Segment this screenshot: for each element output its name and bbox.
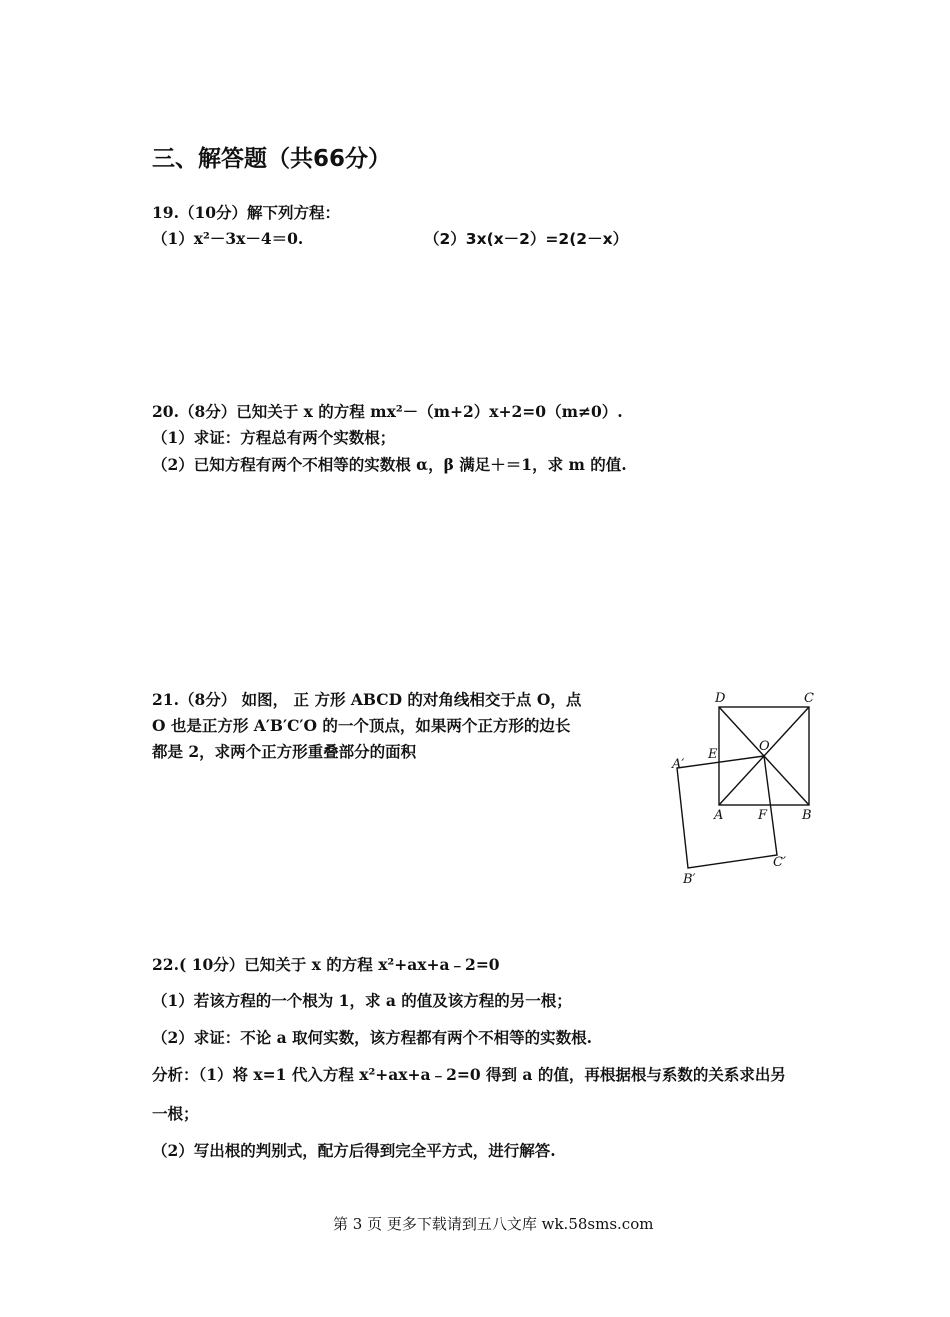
section-title: 三、解答题（共66分） — [152, 146, 392, 172]
q21-line2: O 也是正方形 A′B′C′O 的一个顶点，如果两个正方形的边长 — [152, 716, 571, 735]
label-b: B — [802, 808, 812, 823]
q22-part1: （1）若该方程的一个根为 1，求 a 的值及该方程的另一根； — [152, 991, 572, 1010]
label-b-prime: B′ — [683, 872, 696, 887]
q22-analysis-line3: （2）写出根的判别式，配方后得到完全平方式，进行解答. — [152, 1141, 556, 1160]
q21-line3: 都是 2，求两个正方形重叠部分的面积 — [152, 742, 417, 761]
q22-analysis-line2: 一根； — [152, 1104, 199, 1123]
label-a-prime: A′ — [672, 757, 685, 772]
label-e: E — [708, 747, 718, 762]
label-c: C — [804, 691, 814, 706]
q19-part1: （1）x²－3x－4＝0. — [152, 229, 304, 248]
q19-heading: 19.（10分）解下列方程： — [152, 203, 341, 222]
label-c-prime: C′ — [773, 855, 786, 870]
q22-heading: 22.( 10分）已知关于 x 的方程 x²+ax+a﹣2=0 — [152, 955, 500, 974]
q22-analysis-line1: 分析：（1）将 x=1 代入方程 x²+ax+a﹣2=0 得到 a 的值，再根据根与系数的关系求出另 — [152, 1065, 786, 1084]
q19-part2: （2）3x(x－2）=2(2－x） — [424, 230, 629, 248]
q20-heading: 20.（8分）已知关于 x 的方程 mx²－（m+2）x+2=0（m≠0）. — [152, 402, 623, 421]
label-f: F — [758, 808, 768, 823]
q22-part2: （2）求证：不论 a 取何实数，该方程都有两个不相等的实数根. — [152, 1028, 593, 1047]
label-a: A — [714, 808, 724, 823]
label-d: D — [715, 691, 726, 706]
label-o: O — [759, 739, 770, 754]
q20-part2: （2）已知方程有两个不相等的实数根 α，β 满足＋＝1，求 m 的值. — [152, 455, 627, 474]
q21-square-figure — [665, 680, 835, 890]
q20-part1: （1）求证：方程总有两个实数根； — [152, 428, 396, 447]
page-footer: 第 3 页 更多下载请到五八文库 wk.58sms.com — [333, 1215, 654, 1233]
q21-line1: 21.（8分） 如图， 正 方形 ABCD 的对角线相交于点 O，点 — [152, 690, 582, 709]
